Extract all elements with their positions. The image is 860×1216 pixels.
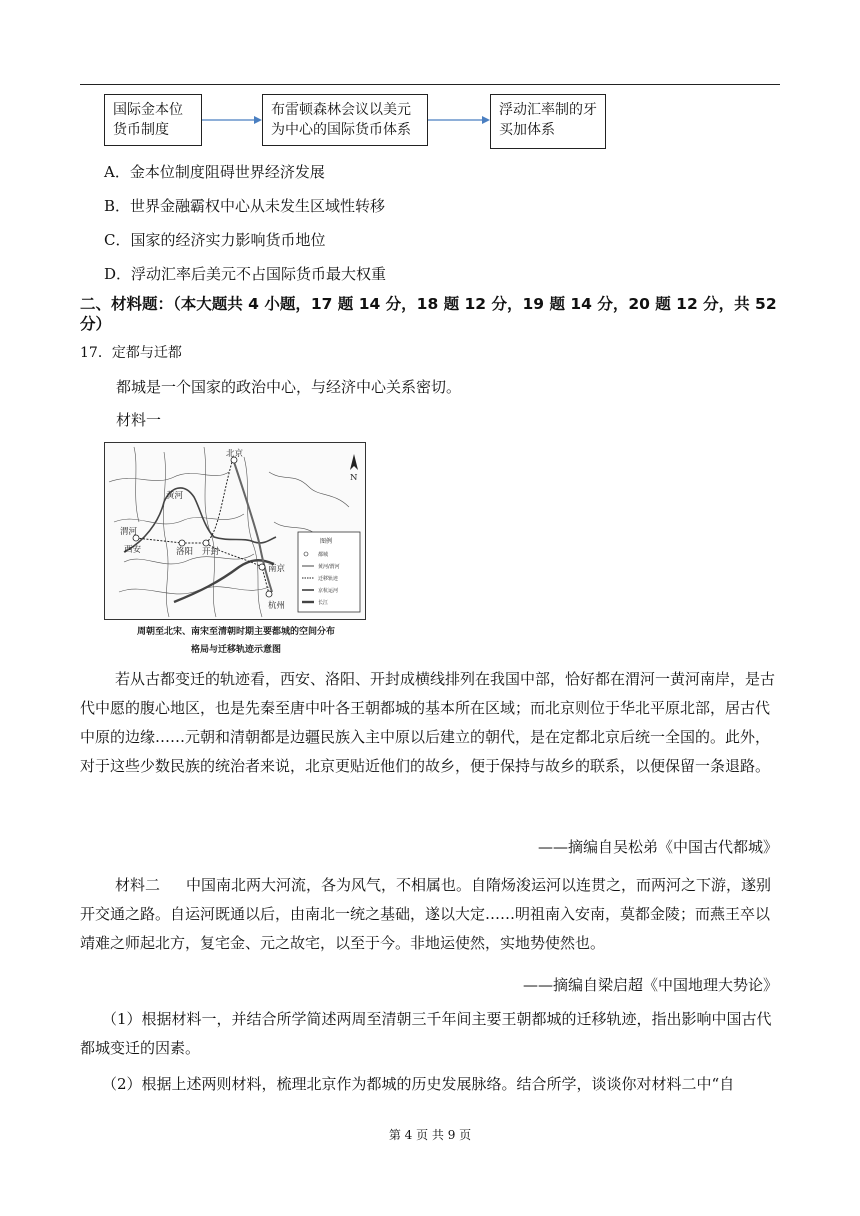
svg-text:京杭运河: 京杭运河 — [318, 588, 339, 594]
option-a: A．金本位制度阻碍世界经济发展 — [104, 163, 325, 181]
svg-text:迁移轨迹: 迁移轨迹 — [318, 576, 339, 582]
option-d: D．浮动汇率后美元不占国际货币最大权重 — [104, 265, 387, 283]
material-2-source: ——摘编自梁启超《中国地理大势论》 — [522, 976, 778, 994]
svg-text:长江: 长江 — [318, 600, 329, 606]
svg-text:图例: 图例 — [320, 538, 333, 545]
q17-sub-2: （2）根据上述两则材料，梳理北京作为都城的历史发展脉络。结合所学，谈谈你对材料二中“自 — [102, 1075, 735, 1093]
material-1-source: ——摘编自吴松弟《中国古代都城》 — [537, 838, 778, 856]
material-1-text: 若从古都变迁的轨迹看，西安、洛阳、开封成横线排列在我国中部，恰好都在渭河一黄河南岸，是古代中愿的腹心地区，也是先秦至唐中叶各王朝都城的基本所在区域；而北京则位于华北平原北部，居古代中原的边缘……元朝和清朝都是边疆民族入主中原以后建立的朝代，是在定都北京后统一全国的。此外，对于这些少数民族的统治者来说，北京更贴近他们的故乡，便于保持与故乡的联系，以便保留一条退路。 — [80, 670, 776, 775]
q17-intro: 都城是一个国家的政治中心，与经济中心关系密切。 — [116, 378, 462, 396]
option-c: C．国家的经济实力影响货币地位 — [104, 231, 326, 249]
section-title: 二、材料题：（本大题共 4 小题，17 题 14 分，18 题 12 分，19 题 14 分，20 题 12 分，共 52 分） — [80, 295, 777, 333]
flow-box-bretton-woods: 布雷顿森林会议以美元为中心的国际货币体系 — [262, 94, 428, 146]
option-b: B．世界金融霸权中心从未发生区域性转移 — [104, 197, 386, 215]
question-17-title: 17．定都与迁都 — [80, 345, 182, 361]
label-kaifeng: 开封 — [202, 547, 220, 557]
header-rule — [80, 84, 780, 85]
map-legend — [298, 532, 360, 612]
label-beijing: 北京 — [226, 449, 244, 459]
label-xian: 西安 — [124, 545, 142, 555]
label-yellow-river: 黄河 — [166, 491, 184, 501]
capital-migration-map — [104, 442, 366, 620]
page-footer: 第 4 页 共 9 页 — [388, 1128, 472, 1142]
svg-text:黄河/渭河: 黄河/渭河 — [318, 564, 340, 570]
flow-box-jamaica-system: 浮动汇率制的牙买加体系 — [490, 94, 606, 149]
material-1-label: 材料一 — [116, 411, 162, 429]
map-caption: 周朝至北宋、南宋至清朝时期主要都城的空间分布格局与迁移轨迹示意图 — [136, 627, 335, 655]
flow-box-gold-standard: 国际金本位货币制度 — [104, 94, 202, 146]
flow-arrow-2 — [428, 110, 490, 130]
material-2-text: 材料二 中国南北两大河流，各为风气，不相属也。自隋炀浚运河以连贯之，而两河之下游，遂别开交通之路。自运河既通以后，由南北一统之基础，遂以大定……明祖南入安南，莫都金陵；而燕王卒以靖难之师起北方，复宅金、元之故宅，以至于今。非地运使然，实地势使然也。 — [80, 876, 772, 952]
label-luoyang: 洛阳 — [176, 547, 194, 557]
svg-text:N: N — [350, 473, 358, 483]
label-hangzhou: 杭州 — [268, 601, 286, 611]
svg-text:都城: 都城 — [318, 552, 329, 558]
label-wei-river: 渭河 — [120, 527, 138, 537]
q17-sub-1: （1）根据材料一，并结合所学简述两周至清朝三千年间主要王朝都城的迁移轨迹，指出影响中国古代都城变迁的因素。 — [80, 1010, 772, 1057]
material-2-label: 材料二 — [115, 876, 161, 894]
label-nanjing: 南京 — [268, 564, 286, 574]
flow-arrow-1 — [202, 110, 262, 130]
